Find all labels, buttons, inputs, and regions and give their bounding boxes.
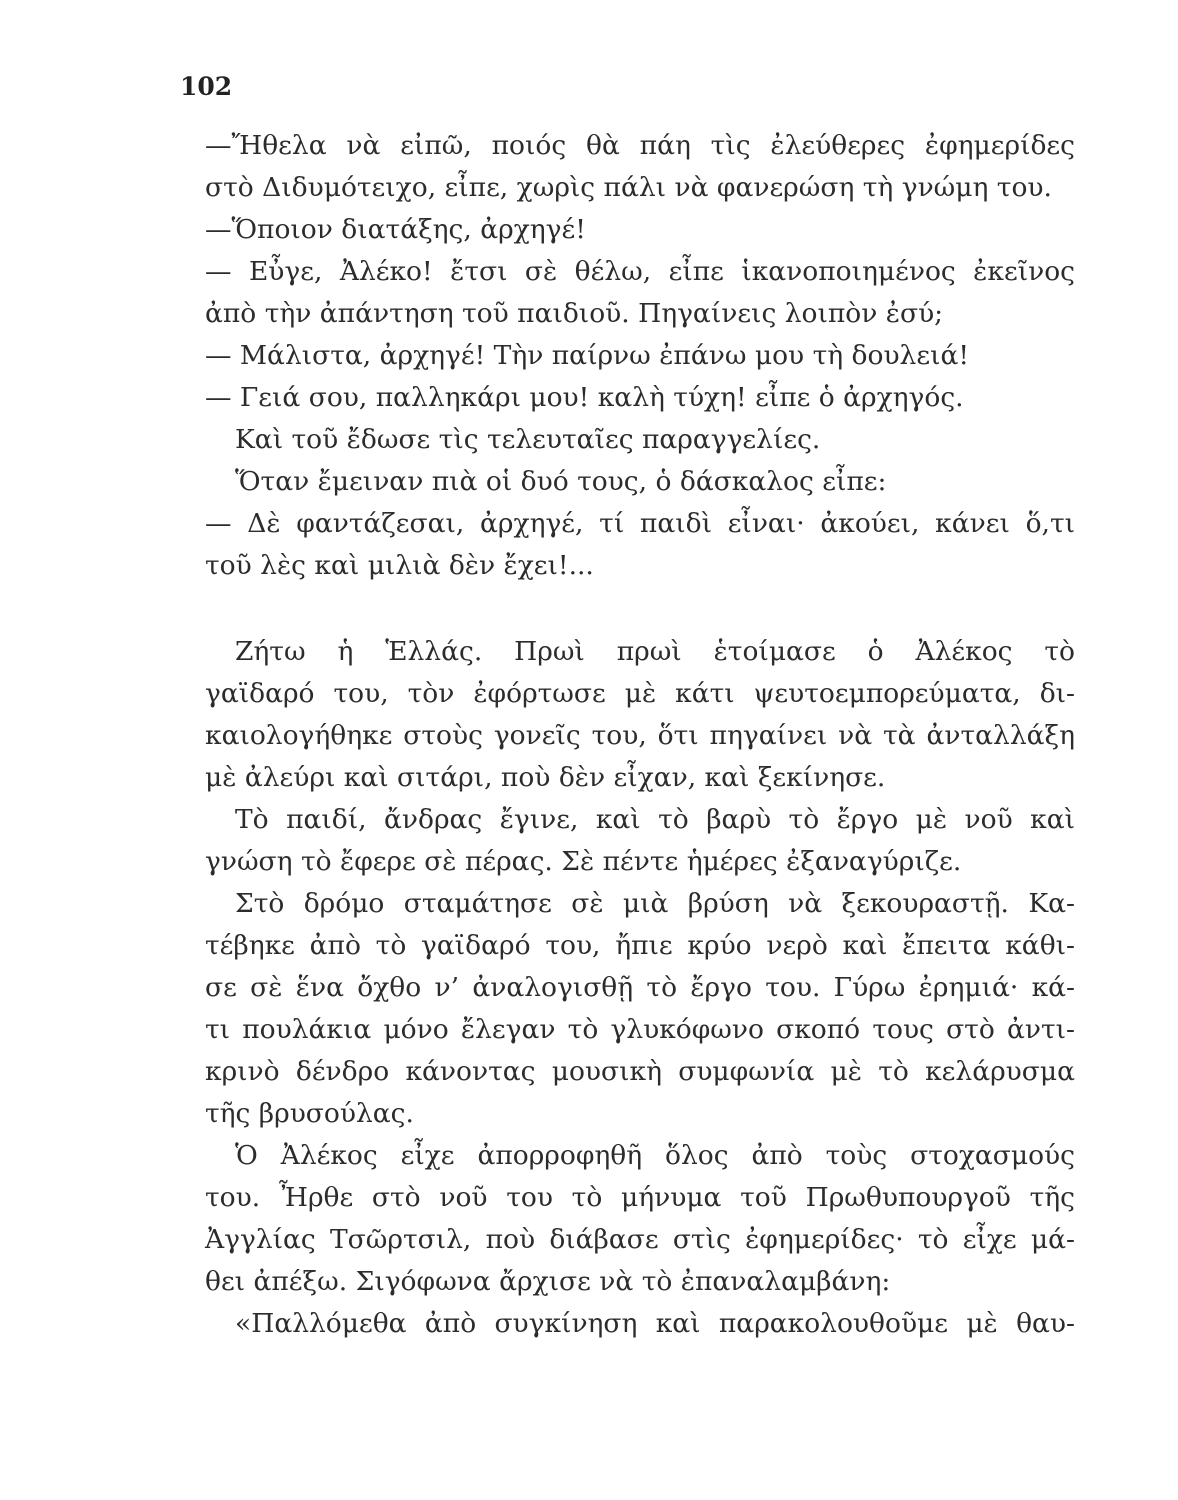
text-line: Στὸ δρόμο σταμάτησε σὲ μιὰ βρύση νὰ ξεκουραστῇ. Κα- (235, 888, 1075, 919)
text-line: Καὶ τοῦ ἔδωσε τὶς τελευταῖες παραγγελίες. (235, 424, 821, 455)
text-line: —Ἤθελα νὰ εἰπῶ, ποιός θὰ πάη τὶς ἐλεύθερες ἐφημερίδες (205, 130, 1075, 161)
text-line: Ὅταν ἔμειναν πιὰ οἱ δυό τους, ὁ δάσκαλος εἶπε: (235, 466, 887, 497)
text-line: γνώση τὸ ἔφερε σὲ πέρας. Σὲ πέντε ἡμέρες ἐξαναγύριζε. (205, 846, 962, 877)
section-gap (205, 587, 1075, 631)
body-text (205, 125, 1075, 1345)
text-line: καιολογήθηκε στοὺς γονεῖς του, ὅτι πηγαίνει νὰ τὰ ἀνταλλάξη (205, 720, 1075, 751)
text-line: Ὁ Ἀλέκος εἶχε ἀπορροφηθῆ ὅλος ἀπὸ τοὺς στοχασμούς (235, 1140, 1075, 1171)
text-line: Ἀγγλίας Τσῶρτσιλ, ποὺ διάβασε στὶς ἐφημερίδες· τὸ εἶχε μά- (205, 1224, 1075, 1255)
text-line: Ζήτω ἡ Ἑλλάς. Πρωὶ πρωὶ ἑτοίμασε ὁ Ἀλέκος τὸ (235, 636, 1075, 667)
text-line: — Δὲ φαντάζεσαι, ἀρχηγέ, τί παιδὶ εἶναι· ἀκούει, κάνει ὅ,τι (205, 508, 1075, 539)
text-line: σε σὲ ἕνα ὄχθο ν’ ἀναλογισθῇ τὸ ἔργο του. Γύρω ἐρημιά· κά- (205, 972, 1075, 1003)
text-line: του. Ἦρθε στὸ νοῦ του τὸ μήνυμα τοῦ Πρωθυπουργοῦ τῆς (205, 1182, 1075, 1213)
text-line: γαϊδαρό του, τὸν ἐφόρτωσε μὲ κάτι ψευτοεμπορεύματα, δι- (205, 678, 1075, 709)
text-line: τῆς βρυσούλας. (205, 1098, 414, 1129)
text-line: «Παλλόμεθα ἀπὸ συγκίνηση καὶ παρακολουθοῦμε μὲ θαυ- (235, 1308, 1075, 1339)
text-line: ἀπὸ τὴν ἀπάντηση τοῦ παιδιοῦ. Πηγαίνεις λοιπὸν ἐσύ; (205, 298, 944, 329)
text-line: — Εὖγε, Ἀλέκο! ἔτσι σὲ θέλω, εἶπε ἱκανοποιημένος ἐκεῖνος (205, 256, 1075, 287)
text-line: κρινὸ δένδρο κάνοντας μουσικὴ συμφωνία μὲ τὸ κελάρυσμα (205, 1056, 1075, 1087)
text-line: στὸ Διδυμότειχο, εἶπε, χωρὶς πάλι νὰ φανερώση τὴ γνώμη του. (205, 172, 1052, 203)
page-number: 102 (180, 72, 233, 101)
text-line: τοῦ λὲς καὶ μιλιὰ δὲν ἔχει!... (205, 550, 594, 581)
text-line: τι πουλάκια μόνο ἔλεγαν τὸ γλυκόφωνο σκοπό τους στὸ ἀντι- (205, 1014, 1075, 1045)
text-line: τέβηκε ἀπὸ τὸ γαϊδαρό του, ἤπιε κρύο νερὸ καὶ ἔπειτα κάθι- (205, 930, 1075, 961)
text-line: Τὸ παιδί, ἄνδρας ἔγινε, καὶ τὸ βαρὺ τὸ ἔργο μὲ νοῦ καὶ (235, 804, 1075, 835)
text-line: — Μάλιστα, ἀρχηγέ! Τὴν παίρνω ἐπάνω μου τὴ δουλειά! (205, 340, 970, 371)
text-line: θει ἀπέξω. Σιγόφωνα ἄρχισε νὰ τὸ ἐπαναλαμβάνη: (205, 1266, 891, 1297)
text-line: —Ὅποιον διατάξης, ἀρχηγέ! (205, 214, 586, 245)
text-line: — Γειά σου, παλληκάρι μου! καλὴ τύχη! εἶπε ὁ ἀρχηγός. (205, 382, 964, 413)
text-line: μὲ ἀλεύρι καὶ σιτάρι, ποὺ δὲν εἶχαν, καὶ ξεκίνησε. (205, 762, 886, 793)
